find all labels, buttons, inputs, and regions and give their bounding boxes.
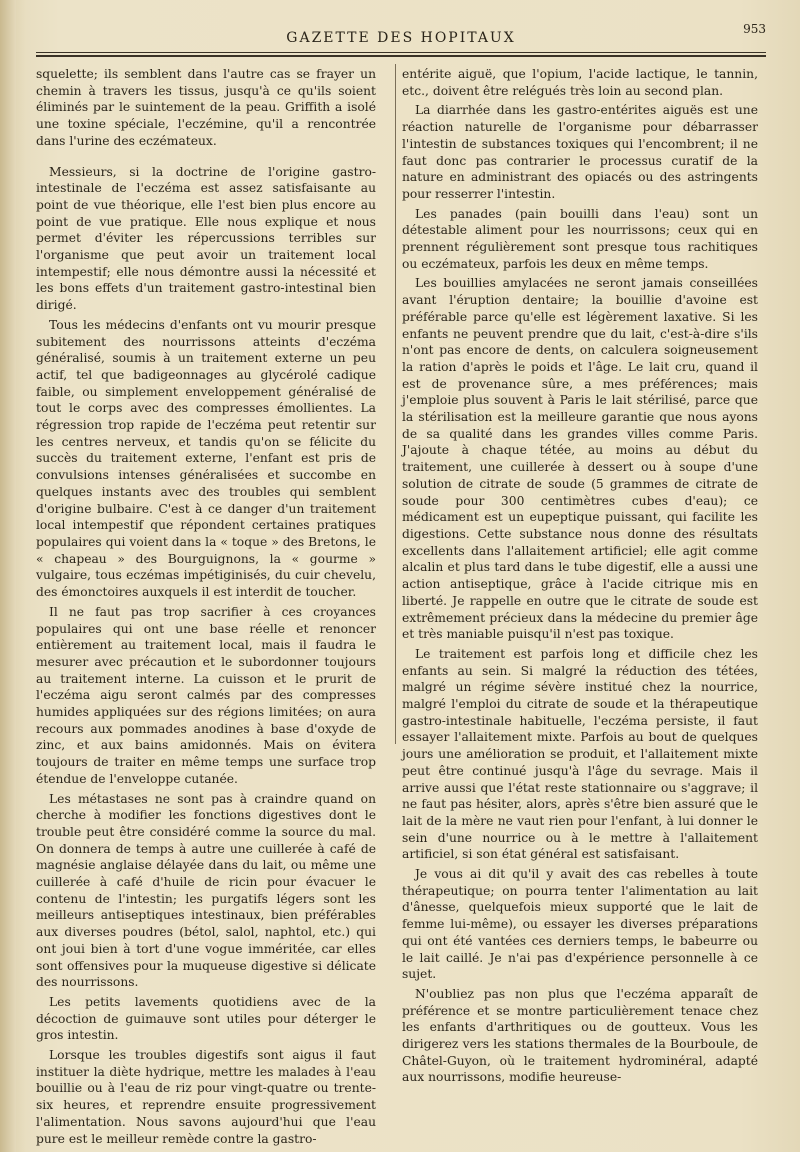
paragraph: Le traitement est parfois long et difficile chez les enfants au sein. Si malgré la réduction des tétées, malgré un régime sévère institué chez la nourrice, malgré l'emploi du citrate de soude et la thérapeutique gastro-intestinale habituelle, l'eczéma persiste, il faut essayer l'allaitement mixte. Parfois au bout de quelques jours une amélioration se produit, et l'allaitement mixte peut être continué jusqu'à l'âge du sevrage. Mais il arrive aussi que l'état reste stationnaire ou s'aggrave; il ne faut pas hésiter, alors, après s'être bien assuré que le lait de la mère ne vaut rien pour l'enfant, à lui donner le sein d'une nourrice ou à le mettre à l'allaitement artificiel, si son état général est satisfaisant.: [402, 646, 758, 862]
left-column: [36, 66, 376, 1150]
paragraph: Lorsque les troubles digestifs sont aigus il faut instituer la diète hydrique, mettre les malades à l'eau bouillie ou à l'eau de riz pour vingt-quatre ou trente-six heures, et reprendre ensuite progressivement l'alimentation. Nous savons aujourd'hui que l'eau pure est le meilleur remède contre la gastro-: [36, 1048, 376, 1146]
paragraph: Je vous ai dit qu'il y avait des cas rebelles à toute thérapeutique; on pourra tenter l'alimentation au lait d'ânesse, quelquefois mieux supporté que le lait de femme lui-même), ou essayer les diverses préparations qui ont été vantées ces derniers temps, le babeurre ou le lait caillé. Je n'ai pas d'expérience personnelle à ce sujet.: [402, 867, 758, 982]
paragraph: Messieurs, si la doctrine de l'origine gastro-intestinale de l'eczéma est assez satisfaisante au point de vue théorique, elle l'est bien plus encore au point de vue pratique. Elle nous explique et nous permet d'éviter les répercussions terribles sur l'organisme que peut avoir un traitement local intempestif; elle nous démontre aussi la nécessité et les bons effets d'un traitement gastro-intestinal bien dirigé.: [36, 164, 376, 313]
book-spine-shadow: [0, 0, 16, 1152]
paragraph: Les bouillies amylacées ne seront jamais conseillées avant l'éruption dentaire; la bouillie d'avoine est préférable parce qu'elle est légèrement laxative. Si les enfants ne peuvent prendre que du lait, c'est-à-dire s'ils n'ont pas encore de dents, on calculera soigneusement la ration d'après le poids et l'âge. Le lait cru, quand il est de provenance sûre, a mes préférences; mais j'emploie plus souvent à Paris le lait stérilisé, parce que la stérilisation est la meilleure garantie que nous ayons de sa qualité dans les grandes villes comme Paris. J'ajoute à chaque tétée, au moins au début du traitement, une cuillerée à dessert ou à soupe d'une solution de citrate de soude (5 grammes de citrate de soude pour 300 centimètres cubes d'eau); ce médicament est un eupeptique puissant, qui facilite les digestions. Cette substance nous donne des résultats excellents dans l'allaitement artificiel; elle agit comme alcalin et plus tard dans le tube digestif, elle a aussi une action antiseptique, grâce à l'acide citrique mis en liberté. Je rappelle en outre que le citrate de soude est extrêmement précieux dans la médecine du premier âge et très maniable puisqu'il n'est pas toxique.: [402, 276, 758, 642]
page-number: 953: [743, 22, 766, 36]
paragraph: Les petits lavements quotidiens avec de la décoction de guimauve sont utiles pour déterger le gros intestin.: [36, 994, 376, 1043]
column-divider: [395, 64, 396, 744]
header-rule: [36, 52, 766, 53]
paragraph: entérite aiguë, que l'opium, l'acide lactique, le tannin, etc., doivent être relégués très loin au second plan.: [402, 67, 758, 98]
paragraph: squelette; ils semblent dans l'autre cas se frayer un chemin à travers les tissus, jusqu'à ce qu'ils soient éliminés par le suintement de la peau. Griffith a isolé une toxine spéciale, l'eczémine, qu'il a rencontrée dans l'urine des eczémateux.: [36, 67, 376, 148]
paragraph: Les métastases ne sont pas à craindre quand on cherche à modifier les fonctions digestives dont le trouble peut être considéré comme la source du mal. On donnera de temps à autre une cuillerée à café de magnésie anglaise délayée dans du lait, ou même une cuillerée à café d'huile de ricin pour évacuer le contenu de l'intestin; les purgatifs légers sont les meilleurs antiseptiques intestinaux, bien préférables aux diverses poudres (bétol, salol, naphtol, etc.) qui ont joui bien à tort d'une vogue imméritée, car elles sont offensives pour la muqueuse digestive si délicate des nourrissons.: [36, 791, 376, 990]
running-title: GAZETTE DES HOPITAUX: [286, 30, 516, 46]
header-rule-double: [36, 55, 766, 57]
right-column: [402, 66, 758, 1089]
page-header: [36, 22, 766, 56]
paragraph: N'oubliez pas non plus que l'eczéma apparaît de préférence et se montre particulièrement tenace chez les enfants d'arthritiques ou de goutteux. Vous les dirigerez vers les stations thermales de la Bourboule, de Châtel-Guyon, où le traitement hydrominéral, adapté aux nourrissons, modifie heureuse-: [402, 986, 758, 1085]
paragraph: La diarrhée dans les gastro-entérites aiguës est une réaction naturelle de l'organisme pour débarrasser l'intestin de substances toxiques qui l'encombrent; il ne faut donc pas contrarier le processus curatif de la nature en administrant des opiacés ou des astringents pour resserrer l'intestin.: [402, 103, 758, 201]
paragraph: Il ne faut pas trop sacrifier à ces croyances populaires qui ont une base réelle et renoncer entièrement au traitement local, mais il faudra le mesurer avec précaution et le subordonner toujours au traitement interne. La cuisson et le prurit de l'eczéma aigu seront calmés par des compresses humides appliquées sur des régions limitées; on aura recours aux pommades anodines à base d'oxyde de zinc, et aux bains amidonnés. Mais on évitera toujours de traiter en même temps une surface trop étendue de l'enveloppe cutanée.: [36, 604, 376, 786]
paragraph: Tous les médecins d'enfants ont vu mourir presque subitement des nourrissons atteints d'eczéma généralisé, soumis à un traitement externe un peu actif, tel que badigeonnages au glycérolé cadique faible, ou simplement enveloppement généralisé de tout le corps avec des compresses émollientes. La régression trop rapide de l'eczéma peut retentir sur les centres nerveux, et tandis qu'on se félicite du succès du traitement externe, l'enfant est pris de convulsions intenses généralisées et succombe en quelques instants avec des troubles qui semblent d'origine bulbaire. C'est à ce danger d'un traitement local intempestif que répondent certaines pratiques populaires qui voient dans la « toque » des Bretons, le « chapeau » des Bourguignons, la « gourme » vulgaire, tous eczémas impétiginisés, du cuir chevelu, des émonctoires auxquels il est interdit de toucher.: [36, 317, 376, 600]
paragraph: Les panades (pain bouilli dans l'eau) sont un détestable aliment pour les nourrissons; ceux qui en prennent régulièrement sont presque tous rachitiques ou eczémateux, parfois les deux en même temps.: [402, 206, 758, 271]
